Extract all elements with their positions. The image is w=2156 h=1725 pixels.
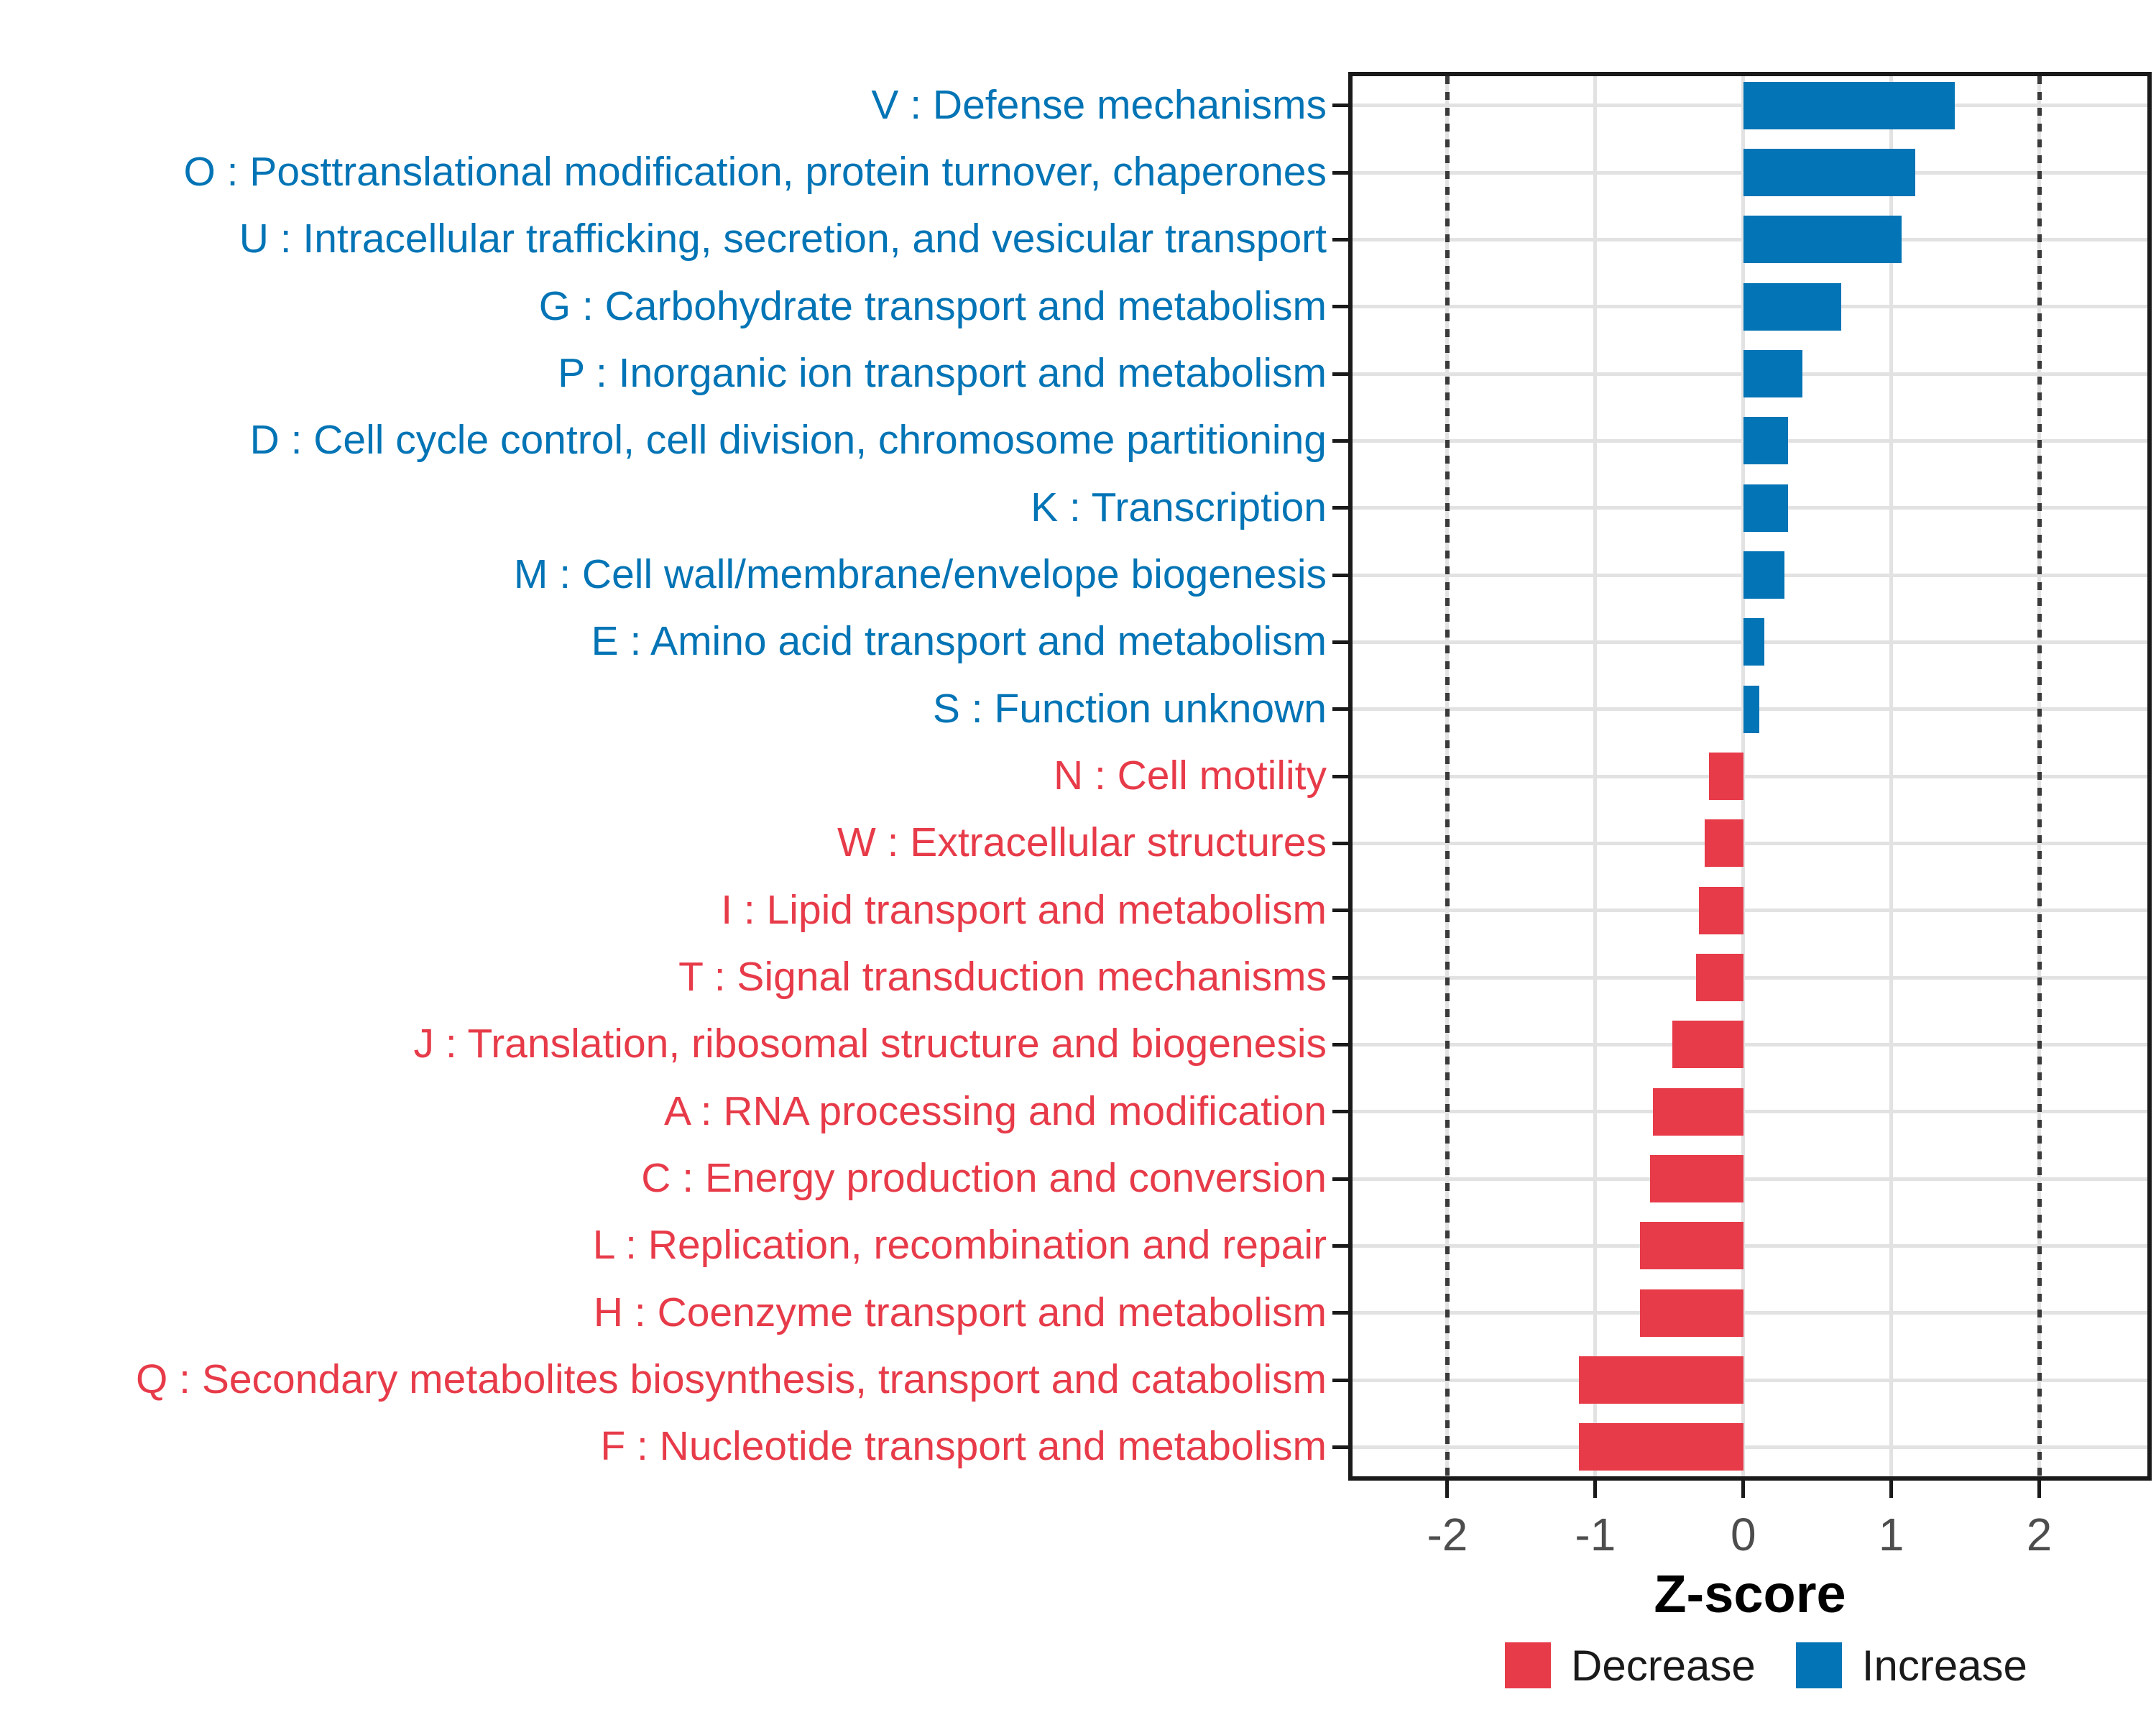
y-tick (1332, 1445, 1348, 1449)
y-tick (1332, 976, 1348, 980)
y-axis-label: M : Cell wall/membrane/envelope biogenesis (513, 551, 1327, 597)
y-tick (1332, 1244, 1348, 1248)
legend (1505, 1642, 2027, 1689)
gridline-y-row (1353, 842, 2147, 845)
y-axis-label: O : Posttranslational modification, protein turnover, chaperones (183, 149, 1327, 195)
y-axis-label: V : Defense mechanisms (871, 81, 1327, 128)
bar-A (1653, 1088, 1743, 1136)
y-tick (1332, 1177, 1348, 1181)
x-tick-label: 1 (1878, 1509, 1904, 1560)
bar-J (1672, 1021, 1743, 1068)
y-axis-label: J : Translation, ribosomal structure and biogenesis (413, 1021, 1327, 1067)
gridline-y-row (1353, 775, 2147, 778)
x-tick-label: 0 (1730, 1509, 1756, 1560)
y-axis-label: W : Extracellular structures (837, 819, 1327, 866)
chart-panel (1348, 72, 2152, 1481)
gridline-y-row (1353, 1177, 2147, 1181)
legend-label-increase: Increase (1861, 1641, 2027, 1690)
y-axis-label: I : Lipid transport and metabolism (721, 886, 1327, 933)
bar-D (1743, 417, 1788, 464)
bar-O (1743, 149, 1915, 196)
y-tick (1332, 842, 1348, 845)
bar-P (1743, 350, 1802, 397)
x-tick (1593, 1481, 1597, 1498)
y-axis-label: U : Intracellular trafficking, secretion, and vesicular transport (239, 216, 1327, 262)
x-tick-label: 2 (2026, 1509, 2053, 1560)
y-tick (1332, 506, 1348, 510)
gridline-y-row (1353, 1043, 2147, 1046)
y-tick (1332, 1043, 1348, 1046)
y-tick (1332, 305, 1348, 308)
y-axis-label: G : Carbohydrate transport and metabolism (538, 282, 1327, 329)
y-tick (1332, 574, 1348, 577)
y-axis-label: L : Replication, recombination and repair (592, 1222, 1327, 1269)
bar-H (1640, 1289, 1743, 1337)
x-axis-title: Z-score (1654, 1564, 1846, 1624)
y-axis-label: D : Cell cycle control, cell division, chromosome partitioning (249, 417, 1327, 464)
y-axis-label: Q : Secondary metabolites biosynthesis, transport and catabolism (135, 1356, 1327, 1402)
y-tick (1332, 171, 1348, 175)
y-axis-label: C : Energy production and conversion (641, 1155, 1327, 1201)
y-axis-label: E : Amino acid transport and metabolism (591, 618, 1327, 665)
y-tick (1332, 439, 1348, 443)
y-tick (1332, 1311, 1348, 1315)
y-axis-label: P : Inorganic ion transport and metabolism (558, 350, 1327, 396)
bar-K (1743, 484, 1788, 532)
y-tick (1332, 372, 1348, 376)
y-axis-label: K : Transcription (1031, 484, 1327, 530)
y-tick (1332, 104, 1348, 107)
gridline-y-row (1353, 1110, 2147, 1113)
bar-Q (1579, 1356, 1743, 1404)
bar-C (1650, 1155, 1743, 1202)
x-tick (1741, 1481, 1745, 1498)
legend-swatch-increase (1796, 1642, 1842, 1688)
gridline-y-row (1353, 908, 2147, 912)
x-tick (2037, 1481, 2041, 1498)
legend-label-decrease: Decrease (1571, 1641, 1756, 1690)
y-axis-label: T : Signal transduction mechanisms (678, 954, 1327, 1000)
bar-N (1709, 753, 1743, 800)
y-tick (1332, 640, 1348, 644)
x-tick (1889, 1481, 1893, 1498)
y-axis-label: F : Nucleotide transport and metabolism (600, 1423, 1327, 1470)
gridline-y-row (1353, 1445, 2147, 1449)
bar-V (1743, 82, 1955, 129)
bar-F (1579, 1423, 1743, 1471)
y-tick (1332, 1110, 1348, 1113)
y-axis-label: N : Cell motility (1053, 753, 1327, 799)
y-tick (1332, 707, 1348, 711)
bar-E (1743, 618, 1764, 666)
y-axis-label: A : RNA processing and modification (664, 1087, 1327, 1134)
dashed-line--2 (1445, 76, 1450, 1476)
y-axis-label: S : Function unknown (932, 685, 1327, 732)
bar-I (1699, 887, 1743, 934)
gridline-y-row (1353, 1311, 2147, 1315)
gridline-y-row (1353, 976, 2147, 980)
dashed-line-2 (2037, 76, 2042, 1476)
bar-W (1705, 819, 1743, 867)
bar-S (1743, 686, 1760, 733)
gridline-y-row (1353, 1244, 2147, 1248)
x-tick-label: -2 (1427, 1509, 1468, 1560)
y-tick (1332, 908, 1348, 912)
x-tick (1445, 1481, 1449, 1498)
bar-U (1743, 216, 1902, 263)
bar-M (1743, 551, 1785, 599)
y-tick (1332, 238, 1348, 242)
bar-T (1696, 954, 1743, 1001)
gridline-y-row (1353, 1379, 2147, 1382)
y-tick (1332, 775, 1348, 778)
y-axis-label: H : Coenzyme transport and metabolism (593, 1289, 1327, 1335)
y-tick (1332, 1379, 1348, 1382)
legend-swatch-decrease (1505, 1642, 1551, 1688)
x-tick-label: -1 (1575, 1509, 1616, 1560)
bar-L (1640, 1222, 1743, 1269)
bar-G (1743, 283, 1841, 331)
